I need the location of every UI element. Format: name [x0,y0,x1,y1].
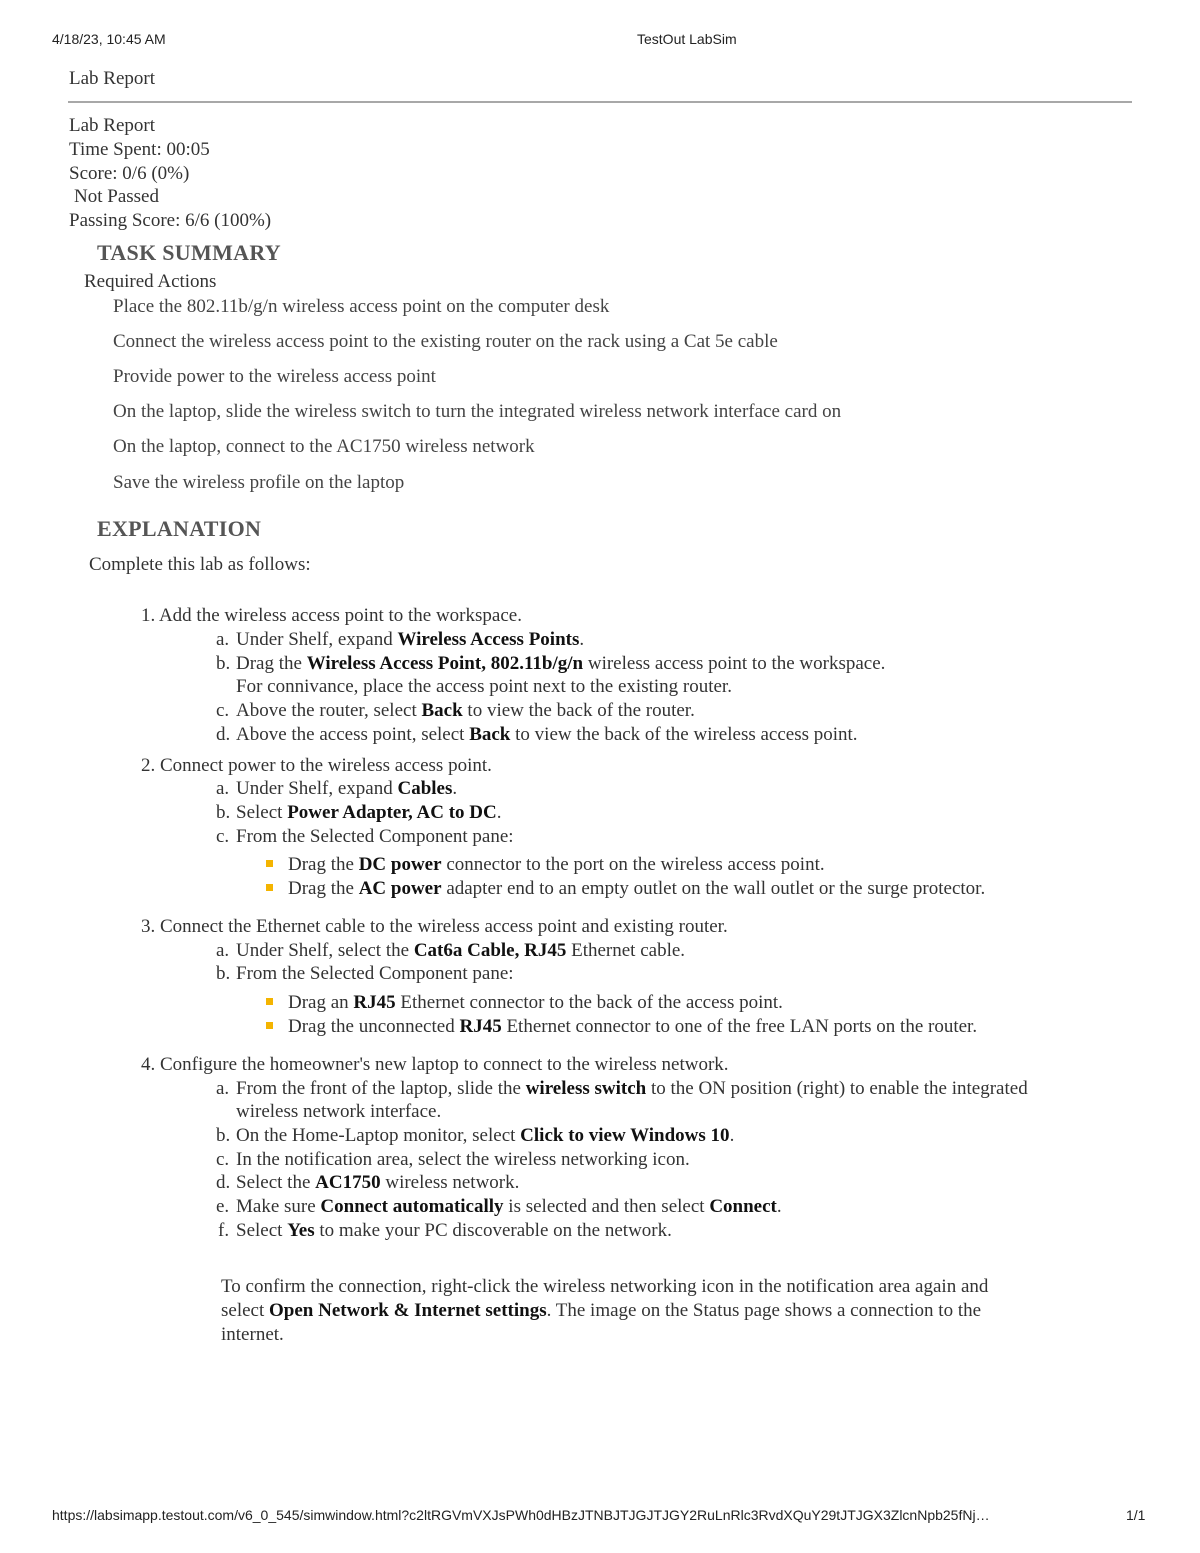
action-item: Save the wireless profile on the laptop [113,472,405,493]
substep: From the Selected Component pane: [236,963,514,984]
score: Score: 0/6 (0%) [69,163,190,184]
print-page-number: 1/1 [1126,1507,1146,1523]
substep: Above the router, select Back to view the back of the router. [236,700,695,721]
step-title: 3. Connect the Ethernet cable to the wireless access point and existing router. [141,916,728,937]
explanation-intro: Complete this lab as follows: [89,554,311,575]
substep-letter: c. [216,826,230,847]
substep: From the front of the laptop, slide the wireless switch to the ON position (right) to enable the integrated [236,1078,1028,1099]
substep-letter: a. [216,778,230,799]
substep-continuation: wireless network interface. [236,1101,442,1122]
substep: From the Selected Component pane: [236,826,514,847]
substep: Select the AC1750 wireless network. [236,1172,520,1193]
bullet-icon [266,998,273,1005]
title-divider [68,101,1132,103]
time-spent: Time Spent: 00:05 [69,139,210,160]
passing-score: Passing Score: 6/6 (100%) [69,210,272,231]
substep: Above the access point, select Back to view the back of the wireless access point. [236,724,858,745]
substep: Select Power Adapter, AC to DC. [236,802,502,823]
pass-status: Not Passed [74,186,159,207]
substep: Select Yes to make your PC discoverable on the network. [236,1220,672,1241]
action-item: On the laptop, connect to the AC1750 wireless network [113,436,535,457]
substep: Drag the Wireless Access Point, 802.11b/g/n wireless access point to the workspace. [236,653,886,674]
confirm-line: select Open Network & Internet settings. The image on the Status page shows a connection to the [221,1300,982,1321]
report-label: Lab Report [69,115,156,136]
substep-letter: b. [216,963,231,984]
substep: On the Home-Laptop monitor, select Click to view Windows 10. [236,1125,735,1146]
explanation-heading: EXPLANATION [97,516,262,541]
step-title: 1. Add the wireless access point to the workspace. [141,605,522,626]
substep-letter: b. [216,653,231,674]
substep-letter: d. [216,724,231,745]
print-page-title: TestOut LabSim [637,31,737,47]
action-item: Provide power to the wireless access point [113,366,436,387]
substep-letter: a. [216,629,230,650]
bullet-icon [266,1022,273,1029]
substep: Under Shelf, expand Cables. [236,778,458,799]
task-summary-heading: TASK SUMMARY [97,240,281,265]
substep-letter: f. [218,1220,230,1241]
substep: Under Shelf, expand Wireless Access Points. [236,629,585,650]
substep-letter: c. [216,700,230,721]
action-item: Connect the wireless access point to the existing router on the rack using a Cat 5e cable [113,331,778,352]
substep-letter: a. [216,1078,230,1099]
substep-letter: d. [216,1172,231,1193]
step-title: 2. Connect power to the wireless access point. [141,755,492,776]
action-item: On the laptop, slide the wireless switch to turn the integrated wireless network interface card on [113,401,842,422]
substep-continuation: For connivance, place the access point next to the existing router. [236,676,732,697]
substep-letter: b. [216,802,231,823]
bullet-item: Drag the unconnected RJ45 Ethernet connector to one of the free LAN ports on the router. [288,1016,978,1037]
substep: Make sure Connect automatically is selected and then select Connect. [236,1196,782,1217]
substep-letter: e. [216,1196,230,1217]
step-title: 4. Configure the homeowner's new laptop to connect to the wireless network. [141,1054,729,1075]
bullet-item: Drag an RJ45 Ethernet connector to the back of the access point. [288,992,783,1013]
substep-letter: b. [216,1125,231,1146]
substep: Under Shelf, select the Cat6a Cable, RJ45 Ethernet cable. [236,940,686,961]
print-url: https://labsimapp.testout.com/v6_0_545/simwindow.html?c2ltRGVmVXJsPWh0dHBzJTNBJTJGJTJGY2RuLnRlc3RvdXQuY29tJTJGX3ZlcnNpb25fNj… [52,1507,990,1523]
page-title: Lab Report [69,68,156,89]
action-item: Place the 802.11b/g/n wireless access point on the computer desk [113,296,610,317]
confirm-line: To confirm the connection, right-click the wireless networking icon in the notification area again and [221,1276,989,1297]
confirm-line: internet. [221,1324,284,1345]
print-datetime: 4/18/23, 10:45 AM [52,31,166,47]
required-actions-heading: Required Actions [84,271,217,292]
bullet-item: Drag the AC power adapter end to an empty outlet on the wall outlet or the surge protector. [288,878,986,899]
substep-letter: c. [216,1149,230,1170]
bullet-item: Drag the DC power connector to the port on the wireless access point. [288,854,825,875]
substep-letter: a. [216,940,230,961]
bullet-icon [266,860,273,867]
substep: In the notification area, select the wireless networking icon. [236,1149,690,1170]
bullet-icon [266,884,273,891]
